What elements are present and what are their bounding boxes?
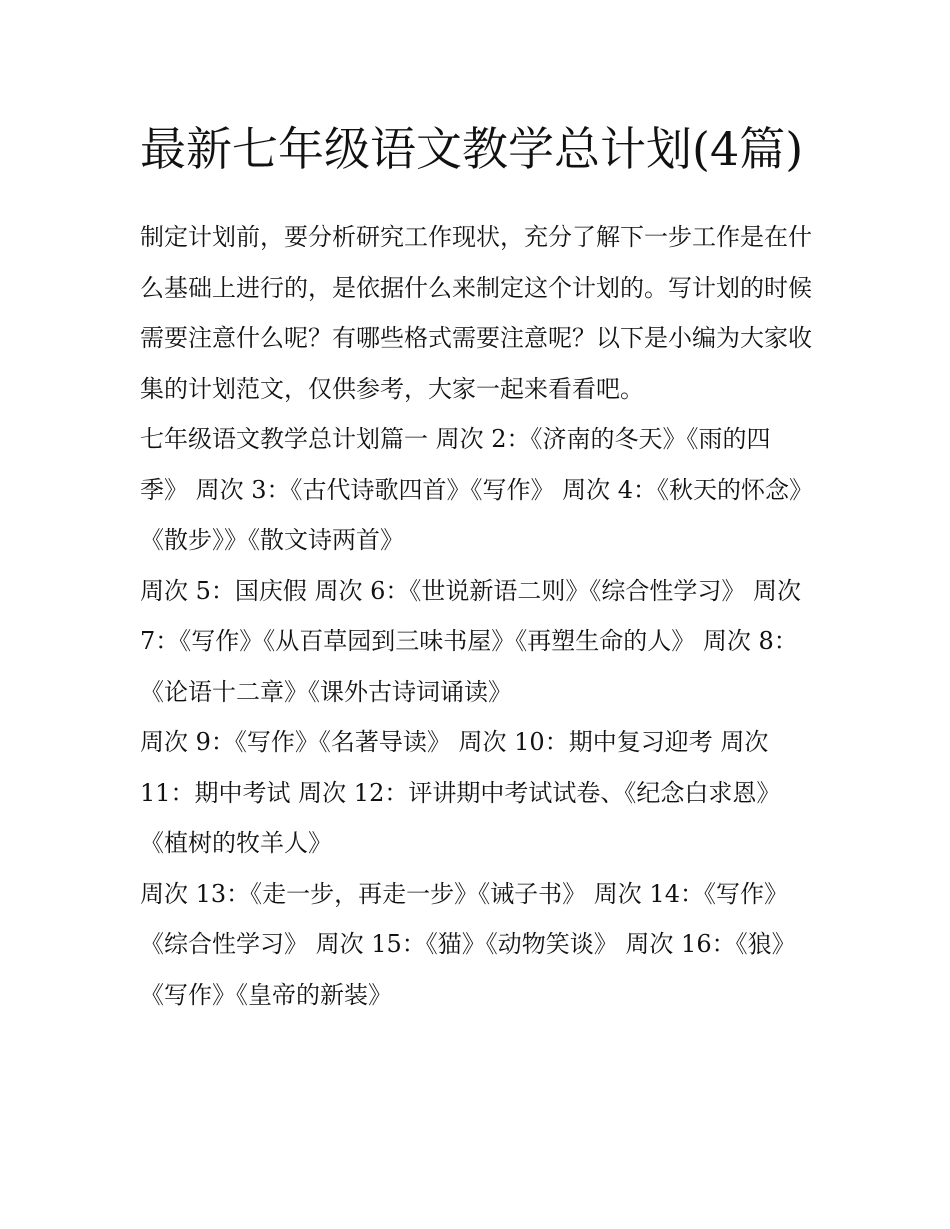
document-page	[140, 113, 815, 1020]
schedule-paragraph-3: 周次 9：《写作》《名著导读》 周次 10：期中复习迎考 周次 11：期中考试 周次 12：评讲期中考试试卷、《纪念白求恩》《植树的牧羊人》	[140, 728, 781, 857]
intro-paragraph: 制定计划前，要分析研究工作现状，充分了解下一步工作是在什么基础上进行的，是依据什么来制定这个计划的。写计划的时候需要注意什么呢？有哪些格式需要注意呢？以下是小编为大家收集的计划范文，仅供参考，大家一起来看看吧。	[140, 223, 812, 403]
schedule-paragraph-1: 七年级语文教学总计划篇一 周次 2：《济南的冬天》《雨的四季》 周次 3：《古代诗歌四首》《写作》 周次 4：《秋天的怀念》《散步》》《散文诗两首》	[140, 425, 814, 554]
schedule-paragraph-4: 周次 13：《走一步，再走一步》《诫子书》 周次 14：《写作》《综合性学习》 周次 15：《猫》《动物笑谈》 周次 16：《狼》《写作》《皇帝的新装》	[140, 879, 796, 1009]
document-title: 最新七年级语文教学总计划(4篇)	[140, 122, 804, 176]
schedule-paragraph-2: 周次 5：国庆假 周次 6：《世说新语二则》《综合性学习》 周次 7：《写作》《从百草园到三味书屋》《再塑生命的人》 周次 8：《论语十二章》《课外古诗词诵读》	[140, 576, 802, 706]
